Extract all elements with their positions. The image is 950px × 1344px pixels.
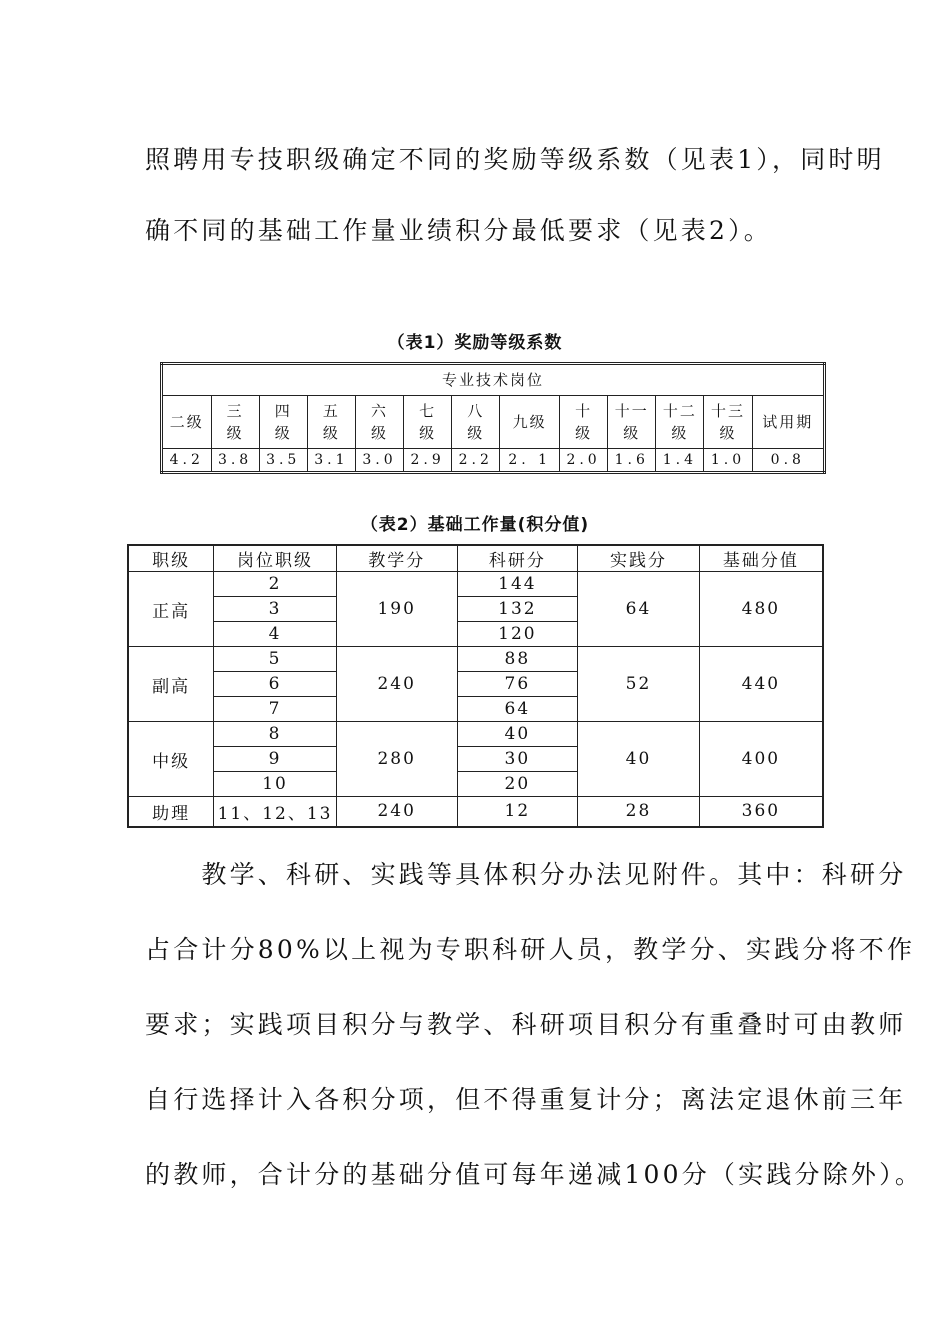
table1-level-cell: 十三 级 [704,396,752,449]
table-row [128,722,823,747]
table2-base-cell: 360 [699,797,823,827]
table1-coefficient-cell: 2.0 [560,449,608,473]
table1-coefficient-cell: 2. 1 [500,449,560,473]
table1-coefficient-cell: 3.8 [211,449,259,473]
table2-grade-cell: 6 [214,672,337,697]
table1-coefficient-cell: 4.2 [162,449,212,473]
table1-coefficient-cell: 1.4 [656,449,704,473]
table2-grade-cell: 8 [214,722,337,747]
body-line-5: 的教师，合计分的基础分值可每年递减100分（实践分除外）。 [145,1160,924,1189]
table2-base-cell: 400 [699,722,823,797]
table1-level-cell: 十 级 [560,396,608,449]
table2-caption: （表2）基础工作量(积分值) [360,515,590,535]
table1-coefficient-cell: 3.5 [259,449,307,473]
body-line-4: 自行选择计入各积分项，但不得重复计分；离法定退休前三年 [145,1085,907,1114]
table-row [128,797,823,827]
table2-research-cell: 88 [457,647,578,672]
table2-column-header: 基础分值 [699,545,823,572]
table2-rank-cell: 正高 [128,572,214,647]
table2-research-cell: 40 [457,722,578,747]
table1-level-cell: 十二 级 [656,396,704,449]
table2-teaching-cell: 240 [336,647,457,722]
reward-coefficient-table [160,362,826,474]
body-line-3: 要求；实践项目积分与教学、科研项目积分有重叠时可由教师 [145,1010,907,1039]
body-line-2: 占合计分80%以上视为专职科研人员，教学分、实践分将不作 [145,935,916,964]
intro-line-1: 照聘用专技职级确定不同的奖励等级系数（见表1），同时明 [145,145,885,174]
table2-practice-cell: 28 [578,797,700,827]
table1-coefficient-cell: 3.1 [307,449,355,473]
table2-column-header: 岗位职级 [214,545,337,572]
table2-research-cell: 120 [457,622,578,647]
table2-column-header: 实践分 [578,545,700,572]
table2-grade-cell: 9 [214,747,337,772]
table1-level-cell: 七 级 [404,396,452,449]
base-workload-table [127,544,824,828]
table2-header-row [128,545,823,572]
table1-coefficient-cell: 2.9 [404,449,452,473]
table2-research-cell: 64 [457,697,578,722]
table2-grade-cell: 11、12、13 [214,797,337,827]
table1-coefficient-cell: 1.6 [608,449,656,473]
table2-grade-cell: 3 [214,597,337,622]
table-row [128,572,823,597]
table1-coefficient-cell: 2.2 [452,449,500,473]
table2-rank-cell: 中级 [128,722,214,797]
table2-grade-cell: 10 [214,772,337,797]
table2-grade-cell: 7 [214,697,337,722]
table1-coefficient-row [162,449,825,473]
table2-grade-cell: 4 [214,622,337,647]
table1-level-cell: 九级 [500,396,560,449]
table1-level-cell: 二级 [162,396,212,449]
table2-research-cell: 144 [457,572,578,597]
table2-rank-cell: 副高 [128,647,214,722]
table1-header: 专业技术岗位 [162,364,825,396]
intro-line-2: 确不同的基础工作量业绩积分最低要求（见表2）。 [145,216,773,245]
table2-practice-cell: 52 [578,647,700,722]
table2-grade-cell: 5 [214,647,337,672]
table1-coefficient-cell: 3.0 [355,449,403,473]
table1-level-cell: 试用期 [752,396,824,449]
table2-column-header: 科研分 [457,545,578,572]
table1-level-cell: 四 级 [259,396,307,449]
table1-level-cell: 五 级 [307,396,355,449]
table2-teaching-cell: 190 [336,572,457,647]
table2-practice-cell: 40 [578,722,700,797]
table2-base-cell: 480 [699,572,823,647]
body-line-1: 教学、科研、实践等具体积分办法见附件。其中：科研分 [145,860,907,889]
table2-research-cell: 76 [457,672,578,697]
table2-rank-cell: 助理 [128,797,214,827]
table2-column-header: 职级 [128,545,214,572]
table1-coefficient-cell: 0.8 [752,449,824,473]
table1-level-cell: 十一 级 [608,396,656,449]
table2-column-header: 教学分 [336,545,457,572]
table1-coefficient-cell: 1.0 [704,449,752,473]
table2-grade-cell: 2 [214,572,337,597]
table1-level-row [162,396,825,449]
table2-base-cell: 440 [699,647,823,722]
table1-level-cell: 六 级 [355,396,403,449]
table2-teaching-cell: 240 [336,797,457,827]
table2-research-cell: 12 [457,797,578,827]
table2-teaching-cell: 280 [336,722,457,797]
table2-research-cell: 132 [457,597,578,622]
table2-research-cell: 20 [457,772,578,797]
table1-level-cell: 三 级 [211,396,259,449]
table2-research-cell: 30 [457,747,578,772]
table2-practice-cell: 64 [578,572,700,647]
table-row [128,647,823,672]
table1-level-cell: 八 级 [452,396,500,449]
table1-caption: （表1）奖励等级系数 [387,333,563,353]
